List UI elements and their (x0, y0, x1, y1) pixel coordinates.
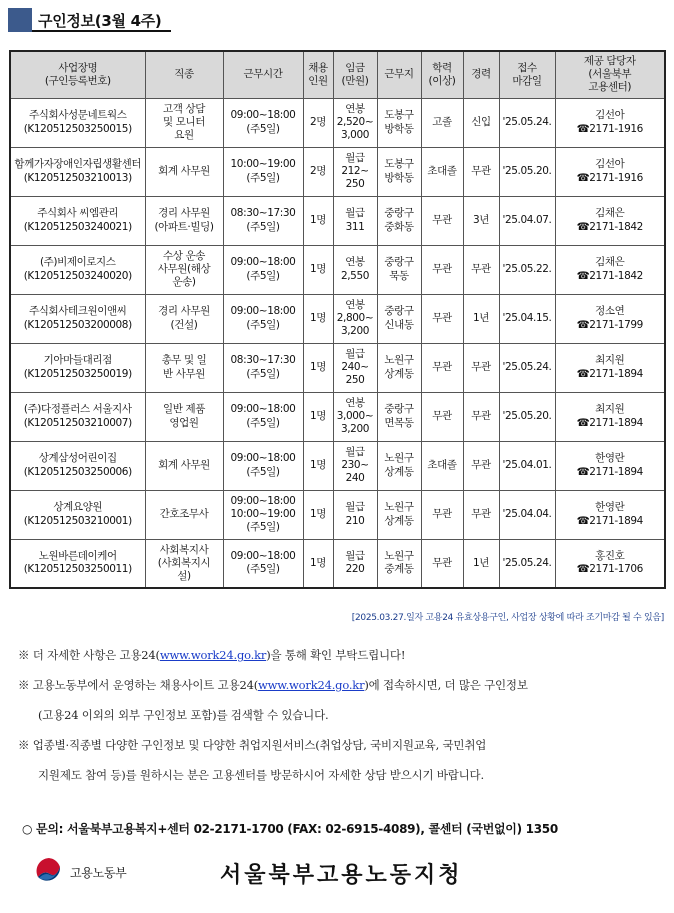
note-2: ※ 고용노동부에서 운영하는 채용사이트 고용24(www.work24.go.kr)에 접속하시면, 더 많은 구인정보 (18, 678, 528, 692)
job-cell: 경리 사무원 (건설) (145, 294, 223, 343)
experience-cell: 무관 (463, 245, 499, 294)
location-cell: 도봉구 방학동 (377, 98, 421, 147)
openings-cell: 2명 (303, 147, 333, 196)
experience-cell: 무관 (463, 441, 499, 490)
note-3-cont: 지원제도 참여 등)를 원하시는 분은 고용센터를 방문하시어 자세한 상담 받으시기 바랍니다. (38, 768, 484, 782)
wage-cell: 연봉 2,520~ 3,000 (333, 98, 377, 147)
header-deadline: 접수 마감일 (499, 51, 555, 98)
note-1: ※ 더 자세한 사항은 고용24(www.work24.go.kr)을 통해 확인 부탁드립니다! (18, 648, 406, 662)
company-cell: 노원바른데이케어 (K120512503250011) (10, 539, 145, 588)
logo-name: 고용노동부 (70, 866, 127, 880)
job-cell: 간호조무사 (145, 490, 223, 539)
location-cell: 중랑구 신내동 (377, 294, 421, 343)
wage-cell: 월급 212~ 250 (333, 147, 377, 196)
manager-cell: 최지원 ☎2171-1894 (555, 392, 665, 441)
location-cell: 노원구 상계동 (377, 343, 421, 392)
education-cell: 무관 (421, 490, 463, 539)
wage-cell: 월급 311 (333, 196, 377, 245)
work24-link-2[interactable]: www.work24.go.kr (258, 678, 365, 692)
location-cell: 노원구 상계동 (377, 441, 421, 490)
education-cell: 무관 (421, 245, 463, 294)
contact-info: ○ 문의: 서울북부고용복지+센터 02-2171-1700 (FAX: 02-6915-4089), 콜센터 (국번없이) 1350 (22, 822, 558, 836)
manager-cell: 김선아 ☎2171-1916 (555, 147, 665, 196)
openings-cell: 1명 (303, 490, 333, 539)
manager-cell: 김채은 ☎2171-1842 (555, 245, 665, 294)
table-row (10, 196, 665, 245)
hours-cell: 09:00~18:00 (주5일) (223, 392, 303, 441)
wage-cell: 월급 210 (333, 490, 377, 539)
experience-cell: 무관 (463, 147, 499, 196)
office-name: 서울북부고용노동지청 (220, 863, 463, 888)
experience-cell: 신입 (463, 98, 499, 147)
education-cell: 초대졸 (421, 147, 463, 196)
job-cell: 사회복지사 (사회복지시 설) (145, 539, 223, 588)
table-row (10, 392, 665, 441)
hours-cell: 08:30~17:30 (주5일) (223, 343, 303, 392)
experience-cell: 무관 (463, 392, 499, 441)
experience-cell: 3년 (463, 196, 499, 245)
job-cell: 수상 운송 사무원(해상 운송) (145, 245, 223, 294)
header-hours: 근무시간 (223, 51, 303, 98)
openings-cell: 1명 (303, 196, 333, 245)
wage-cell: 연봉 2,800~ 3,200 (333, 294, 377, 343)
openings-cell: 1명 (303, 441, 333, 490)
page-title: 구인정보(3월 4주) (32, 8, 171, 32)
deadline-cell: '25.05.20. (499, 392, 555, 441)
deadline-cell: '25.05.24. (499, 343, 555, 392)
notes-section (18, 640, 666, 790)
table-row (10, 490, 665, 539)
education-cell: 초대졸 (421, 441, 463, 490)
job-table (9, 50, 666, 589)
ministry-logo-icon (36, 858, 62, 884)
openings-cell: 2명 (303, 98, 333, 147)
education-cell: 무관 (421, 294, 463, 343)
company-cell: 주식회사 씨엠관리 (K120512503240021) (10, 196, 145, 245)
table-row (10, 294, 665, 343)
job-cell: 일반 제품 영업원 (145, 392, 223, 441)
location-cell: 노원구 중계동 (377, 539, 421, 588)
job-cell: 회계 사무원 (145, 147, 223, 196)
company-cell: 상계삼성어린이집 (K120512503250006) (10, 441, 145, 490)
hours-cell: 09:00~18:00 (주5일) (223, 539, 303, 588)
deadline-cell: '25.05.20. (499, 147, 555, 196)
footer (0, 850, 674, 900)
title-bar (8, 8, 171, 32)
deadline-cell: '25.04.15. (499, 294, 555, 343)
header-wage: 임금 (만원) (333, 51, 377, 98)
note-3: ※ 업종별·직종별 다양한 구인정보 및 다양한 취업지원서비스(취업상담, 국비지원교육, 국민취업 (18, 738, 487, 752)
location-cell: 중랑구 묵동 (377, 245, 421, 294)
deadline-cell: '25.04.07. (499, 196, 555, 245)
company-cell: (주)다정플러스 서울지사 (K120512503210007) (10, 392, 145, 441)
education-cell: 무관 (421, 343, 463, 392)
job-cell: 총무 및 일 반 사무원 (145, 343, 223, 392)
hours-cell: 09:00~18:00 (주5일) (223, 245, 303, 294)
company-cell: 기아마들대리점 (K120512503250019) (10, 343, 145, 392)
header-openings: 채용 인원 (303, 51, 333, 98)
experience-cell: 무관 (463, 490, 499, 539)
openings-cell: 1명 (303, 294, 333, 343)
manager-cell: 정소연 ☎2171-1799 (555, 294, 665, 343)
location-cell: 도봉구 방학동 (377, 147, 421, 196)
hours-cell: 08:30~17:30 (주5일) (223, 196, 303, 245)
wage-cell: 월급 240~ 250 (333, 343, 377, 392)
table-row (10, 98, 665, 147)
deadline-cell: '25.05.22. (499, 245, 555, 294)
wage-cell: 연봉 3,000~ 3,200 (333, 392, 377, 441)
work24-link[interactable]: www.work24.go.kr (159, 648, 267, 662)
company-cell: (주)비제이로지스 (K120512503240020) (10, 245, 145, 294)
table-row (10, 343, 665, 392)
manager-cell: 최지원 ☎2171-1894 (555, 343, 665, 392)
hours-cell: 09:00~18:00 10:00~19:00 (주5일) (223, 490, 303, 539)
manager-cell: 김선아 ☎2171-1916 (555, 98, 665, 147)
location-cell: 중랑구 중화동 (377, 196, 421, 245)
table-row (10, 539, 665, 588)
wage-cell: 연봉 2,550 (333, 245, 377, 294)
deadline-cell: '25.04.04. (499, 490, 555, 539)
experience-cell: 1년 (463, 539, 499, 588)
title-marker (8, 8, 32, 32)
openings-cell: 1명 (303, 392, 333, 441)
education-cell: 무관 (421, 196, 463, 245)
deadline-cell: '25.04.01. (499, 441, 555, 490)
table-header-row (10, 51, 665, 98)
table-row (10, 441, 665, 490)
header-education: 학력 (이상) (421, 51, 463, 98)
wage-cell: 월급 220 (333, 539, 377, 588)
education-cell: 고졸 (421, 98, 463, 147)
header-experience: 경력 (463, 51, 499, 98)
note-2-cont: (고용24 이외의 외부 구인정보 포함)를 검색할 수 있습니다. (38, 708, 329, 722)
experience-cell: 무관 (463, 343, 499, 392)
education-cell: 무관 (421, 539, 463, 588)
openings-cell: 1명 (303, 245, 333, 294)
job-cell: 경리 사무원 (아파트·빌딩) (145, 196, 223, 245)
deadline-cell: '25.05.24. (499, 98, 555, 147)
hours-cell: 09:00~18:00 (주5일) (223, 294, 303, 343)
education-cell: 무관 (421, 392, 463, 441)
hours-cell: 09:00~18:00 (주5일) (223, 98, 303, 147)
manager-cell: 한영란 ☎2171-1894 (555, 441, 665, 490)
hours-cell: 10:00~19:00 (주5일) (223, 147, 303, 196)
manager-cell: 김채은 ☎2171-1842 (555, 196, 665, 245)
deadline-cell: '25.05.24. (499, 539, 555, 588)
location-cell: 노원구 상계동 (377, 490, 421, 539)
openings-cell: 1명 (303, 539, 333, 588)
experience-cell: 1년 (463, 294, 499, 343)
location-cell: 중랑구 면목동 (377, 392, 421, 441)
job-cell: 회계 사무원 (145, 441, 223, 490)
company-cell: 함께가자장애인자립생활센터 (K120512503210013) (10, 147, 145, 196)
date-note: [2025.03.27.일자 고용24 유효상용구인, 사업장 상황에 따라 조기마감 될 수 있음] (351, 613, 664, 623)
hours-cell: 09:00~18:00 (주5일) (223, 441, 303, 490)
company-cell: 상계요양원 (K120512503210001) (10, 490, 145, 539)
table-row (10, 245, 665, 294)
manager-cell: 홍진호 ☎2171-1706 (555, 539, 665, 588)
table-row (10, 147, 665, 196)
wage-cell: 월급 230~ 240 (333, 441, 377, 490)
openings-cell: 1명 (303, 343, 333, 392)
job-cell: 고객 상담 및 모니터 요원 (145, 98, 223, 147)
company-cell: 주식회사성문네트웍스 (K120512503250015) (10, 98, 145, 147)
header-job: 직종 (145, 51, 223, 98)
header-location: 근무지 (377, 51, 421, 98)
header-manager: 제공 담당자 (서울북부 고용센터) (555, 51, 665, 98)
header-company: 사업장명 (구인등록번호) (10, 51, 145, 98)
company-cell: 주식회사테크원이앤씨 (K120512503200008) (10, 294, 145, 343)
manager-cell: 한영란 ☎2171-1894 (555, 490, 665, 539)
